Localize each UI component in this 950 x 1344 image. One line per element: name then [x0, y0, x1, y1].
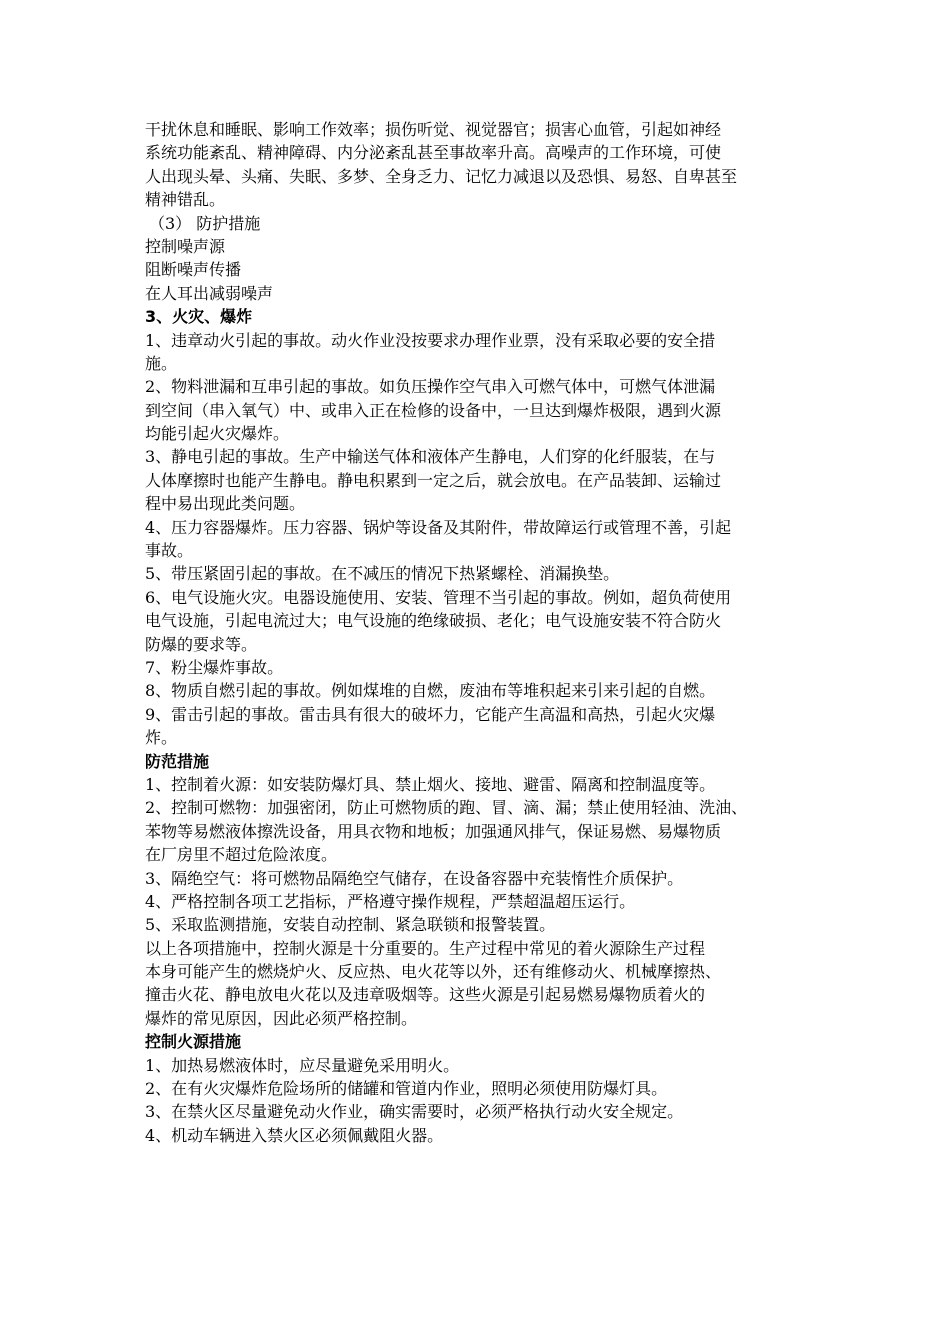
text-line: 在厂房里不超过危险浓度。	[145, 845, 338, 865]
text-line: 7、粉尘爆炸事故。	[145, 657, 284, 677]
text-line: 3、在禁火区尽量避免动火作业，确实需要时，必须严格执行动火安全规定。	[145, 1102, 684, 1122]
text-line: 电气设施，引起电流过大；电气设施的绝缘破损、老化；电气设施安装不符合防火	[145, 611, 722, 631]
text-line: 程中易出现此类问题。	[145, 494, 306, 514]
section-heading: 控制火源措施	[145, 1032, 242, 1052]
document-page	[145, 118, 815, 1147]
text-line: 控制噪声源	[145, 236, 226, 256]
text-line: 到空间（串入氧气）中、或串入正在检修的设备中，一旦达到爆炸极限，遇到火源	[145, 400, 722, 420]
text-line: 6、电气设施火灾。电器设施使用、安装、管理不当引起的事故。例如，超负荷使用	[145, 587, 732, 607]
section-heading: 防范措施	[145, 751, 210, 771]
text-line: 2、在有火灾爆炸危险场所的储罐和管道内作业，照明必须使用防爆灯具。	[145, 1079, 668, 1099]
text-line: 在人耳出减弱噪声	[145, 283, 274, 303]
text-line: 均能引起火灾爆炸。	[145, 424, 290, 444]
text-line: 本身可能产生的燃烧炉火、反应热、电火花等以外，还有维修动火、机械摩擦热、	[145, 962, 722, 982]
text-line: 事故。	[145, 541, 194, 561]
text-line: 2、物料泄漏和互串引起的事故。如负压操作空气串入可燃气体中，可燃气体泄漏	[145, 377, 716, 397]
text-line: 炸。	[145, 728, 178, 748]
text-line: 4、机动车辆进入禁火区必须佩戴阻火器。	[145, 1125, 444, 1145]
text-line: 爆炸的常见原因，因此必须严格控制。	[145, 1008, 418, 1028]
text-line: 3、隔绝空气：将可燃物品隔绝空气储存，在设备容器中充装惰性介质保护。	[145, 868, 684, 888]
text-line: 8、物质自燃引起的事故。例如煤堆的自燃，废油布等堆积起来引来引起的自燃。	[145, 681, 716, 701]
text-line: 干扰休息和睡眠、影响工作效率；损伤听觉、视觉器官；损害心血管，引起如神经	[145, 120, 722, 139]
text-line: 4、压力容器爆炸。压力容器、锅炉等设备及其附件，带故障运行或管理不善，引起	[145, 517, 732, 537]
text-line: 以上各项措施中，控制火源是十分重要的。生产过程中常见的着火源除生产过程	[145, 938, 706, 958]
text-line: 9、雷击引起的事故。雷击具有很大的破坏力，它能产生高温和高热，引起火灾爆	[145, 704, 716, 724]
text-line: 施。	[145, 353, 178, 373]
section-heading: 3、火灾、爆炸	[145, 307, 253, 327]
text-line: 人体摩擦时也能产生静电。静电积累到一定之后，就会放电。在产品装卸、运输过	[145, 470, 722, 490]
text-line: 防爆的要求等。	[145, 634, 258, 654]
text-line: 5、带压紧固引起的事故。在不减压的情况下热紧螺栓、消漏换垫。	[145, 564, 620, 584]
text-line: 2、控制可燃物：加强密闭，防止可燃物质的跑、冒、滴、漏；禁止使用轻油、洗油、	[145, 798, 748, 818]
text-line: 撞击火花、静电放电火花以及违章吸烟等。这些火源是引起易燃易爆物质着火的	[145, 985, 706, 1005]
text-line: 4、严格控制各项工艺指标，严格遵守操作规程，严禁超温超压运行。	[145, 891, 636, 911]
text-line: 1、违章动火引起的事故。动火作业没按要求办理作业票，没有采取必要的安全措	[145, 330, 716, 350]
text-line: 苯物等易燃液体擦洗设备，用具衣物和地板；加强通风排气，保证易燃、易爆物质	[145, 821, 722, 841]
text-line: 阻断噪声传播	[145, 260, 242, 280]
text-line: 人出现头晕、头痛、失眠、多梦、全身乏力、记忆力减退以及恐惧、易怒、自卑甚至	[145, 166, 738, 186]
subsection-heading: （3） 防护措施	[149, 213, 261, 233]
text-line: 1、加热易燃液体时，应尽量避免采用明火。	[145, 1055, 460, 1075]
text-line: 系统功能紊乱、精神障碍、内分泌紊乱甚至事故率升高。高噪声的工作环境，可使	[145, 143, 722, 163]
text-line: 精神错乱。	[145, 190, 226, 210]
text-line: 5、采取监测措施，安装自动控制、紧急联锁和报警装置。	[145, 915, 556, 935]
text-line: 1、控制着火源：如安装防爆灯具、禁止烟火、接地、避雷、隔离和控制温度等。	[145, 774, 716, 794]
text-line: 3、静电引起的事故。生产中输送气体和液体产生静电，人们穿的化纤服装，在与	[145, 447, 716, 467]
